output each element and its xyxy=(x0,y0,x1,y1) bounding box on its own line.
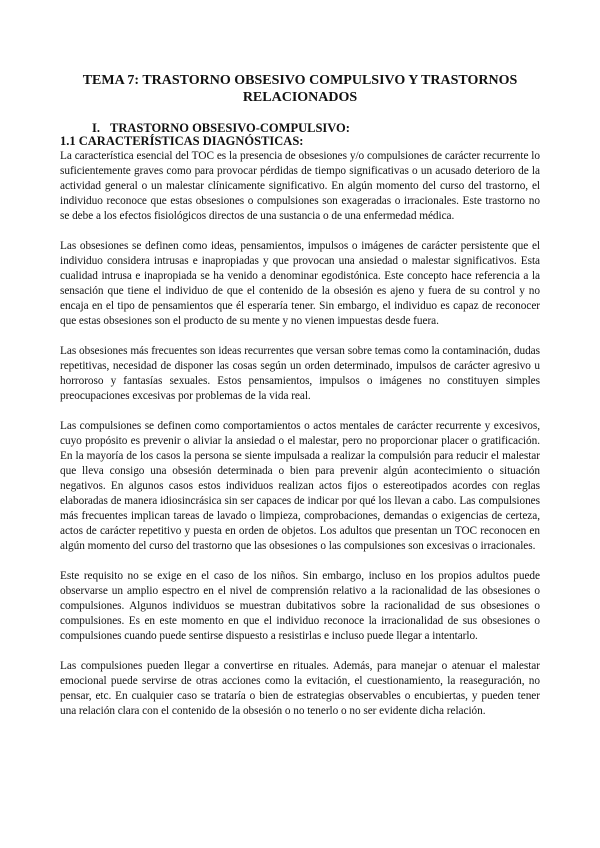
paragraph-requisito-ninos: Este requisito no se exige en el caso de los niños. Sin embargo, incluso en los propios adultos puede observarse un amplio espectro en el nivel de comprensión relativo a la racionalidad de las obsesiones o compulsiones. Algunos individuos se muestran dubitativos sobre la racionalidad de sus obsesiones o compulsiones. Es en este momento en que el individuo reconoce la irracionalidad de sus obsesiones o compulsiones cuando puede sentirse dispuesto a resistirlas e incluso puede llegar a intentarlo. xyxy=(60,570,540,642)
section-number: I. xyxy=(92,121,100,135)
paragraph-rituales: Las compulsiones pueden llegar a convertirse en rituales. Además, para manejar o atenuar el malestar emocional puede servirse de otras acciones como la evitación, el cuestionamiento, la reaseguración, no pensar, etc. En cualquier caso se trataría o bien de estrategias observables o encubiertas, y pueden tener una relación clara con el contenido de la obsesión o no tenerlo o no ser evidente dicha relación. xyxy=(60,660,540,717)
paragraph-toc-definition: La característica esencial del TOC es la presencia de obsesiones y/o compulsiones de carácter recurrente lo suficientemente graves como para provocar pérdidas de tiempo significativas o un acusado deterioro de la actividad general o un malestar clínicamente significativo. En algún momento del curso del trastorno, el individuo reconoce que estas obsesiones o compulsiones son exageradas o irracionales. Este trastorno no se debe a los efectos fisiológicos directos de una sustancia o de una enfermedad médica. xyxy=(60,150,540,222)
subsection-heading: 1.1 CARACTERÍSTICAS DIAGNÓSTICAS: xyxy=(60,134,304,148)
document-title: TEMA 7: TRASTORNO OBSESIVO COMPULSIVO Y TRASTORNOS RELACIONADOS xyxy=(82,73,518,105)
paragraph-compulsiones-definicion: Las compulsiones se definen como comportamientos o actos mentales de carácter recurrente y excesivos, cuyo propósito es prevenir o aliviar la ansiedad o el malestar, pero no proporcionar placer o gratificación. En la mayoría de los casos la persona se siente impulsada a realizar la compulsión para reducir el malestar que lleva consigo una obsesión determinada o bien para prevenir algún acontecimiento o situación negativos. En algunos casos estos individuos realizan actos fijos o estereotipados acordes con reglas elaboradas de manera idiosincrásica sin ser capaces de indicar por qué los llevan a cabo. Las compulsiones más frecuentes implican tareas de lavado o limpieza, comprobaciones, demandas o exigencias de certeza, actos de carácter repetitivo y puesta en orden de objetos. Los adultos que presentan un TOC reconocen en algún momento del curso del trastorno que las obsesiones o las compulsiones son excesivas o irracionales. xyxy=(60,420,540,552)
paragraph-obsesiones-definicion: Las obsesiones se definen como ideas, pensamientos, impulsos o imágenes de carácter persistente que el individuo considera intrusas e inapropiadas y que provocan una ansiedad o malestar significativos. Esta cualidad intrusa e inapropiada se ha venido a denominar egodistónica. Este concepto hace referencia a la sensación que tiene el individuo de que el contenido de la obsesión es ajeno y fuera de su control y no encaja en el tipo de pensamientos que él esperaría tener. Sin embargo, el individuo es capaz de reconocer que estas obsesiones son el producto de su mente y no vienen impuestas desde fuera. xyxy=(60,240,540,327)
section-title: TRASTORNO OBSESIVO-COMPULSIVO: xyxy=(110,121,350,135)
paragraph-obsesiones-frecuentes: Las obsesiones más frecuentes son ideas recurrentes que versan sobre temas como la contaminación, dudas repetitivas, necesidad de disponer las cosas según un orden determinado, impulsos de carácter agresivo u horroroso y fantasías sexuales. Estos pensamientos, impulsos o imágenes no constituyen simples preocupaciones excesivas por problemas de la vida real. xyxy=(60,345,540,402)
